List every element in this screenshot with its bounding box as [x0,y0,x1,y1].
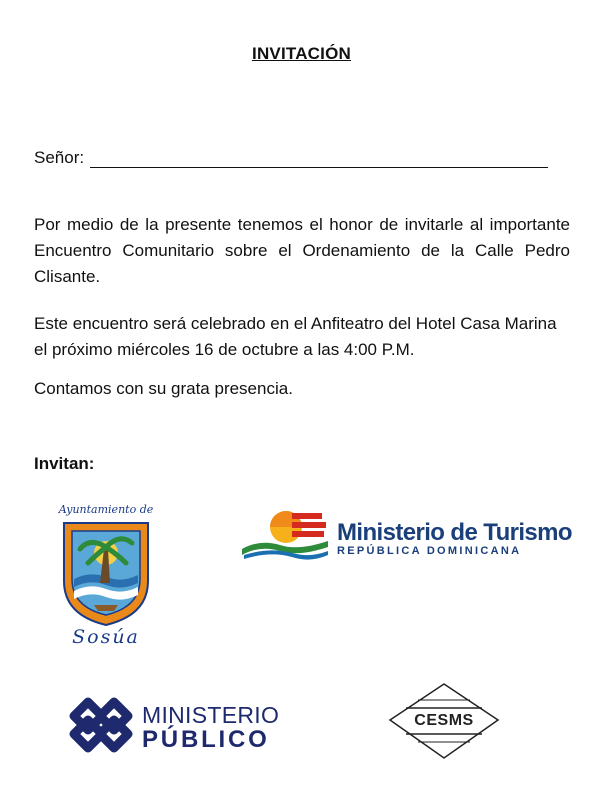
turismo-logo-title: Ministerio de Turismo [337,519,572,546]
paragraph-intro: Por medio de la presente tenemos el honor de invitarle al importante Encuentro Comunitario sobre el Ordenamiento de la Calle Pedro Clisante. [34,215,570,286]
ministerio-publico-line1: MINISTERIO [142,702,280,728]
paragraph-closing: Contamos con su grata presencia. [34,379,293,398]
cesms-logo [388,682,500,762]
page-title: INVITACIÓN [252,44,351,63]
invitan-label: Invitan: [34,454,95,473]
ministerio-publico-line2: PÚBLICO [142,726,270,753]
salutation-label: Señor: [34,148,85,167]
sosua-logo [52,503,160,651]
sosua-logo-top-text: Ayuntamiento de [58,503,154,516]
name-blank-line [90,150,548,168]
sosua-logo-bottom-text: Sosúa [72,626,140,648]
paragraph-details: Este encuentro será celebrado en el Anfiteatro del Hotel Casa Marina el próximo miércoles 16 de octubre a las 4:00 P.M. [34,314,557,359]
ministerio-publico-logo [66,690,280,760]
sosua-shield-icon [60,519,152,627]
ministerio-publico-emblem-icon [66,690,136,760]
turismo-logo-subtitle: REPÚBLICA DOMINICANA [337,545,522,557]
salutation-line [34,148,548,168]
turismo-logo [240,503,580,573]
turismo-emblem-icon [240,503,332,565]
cesms-logo-text: CESMS [414,712,474,729]
